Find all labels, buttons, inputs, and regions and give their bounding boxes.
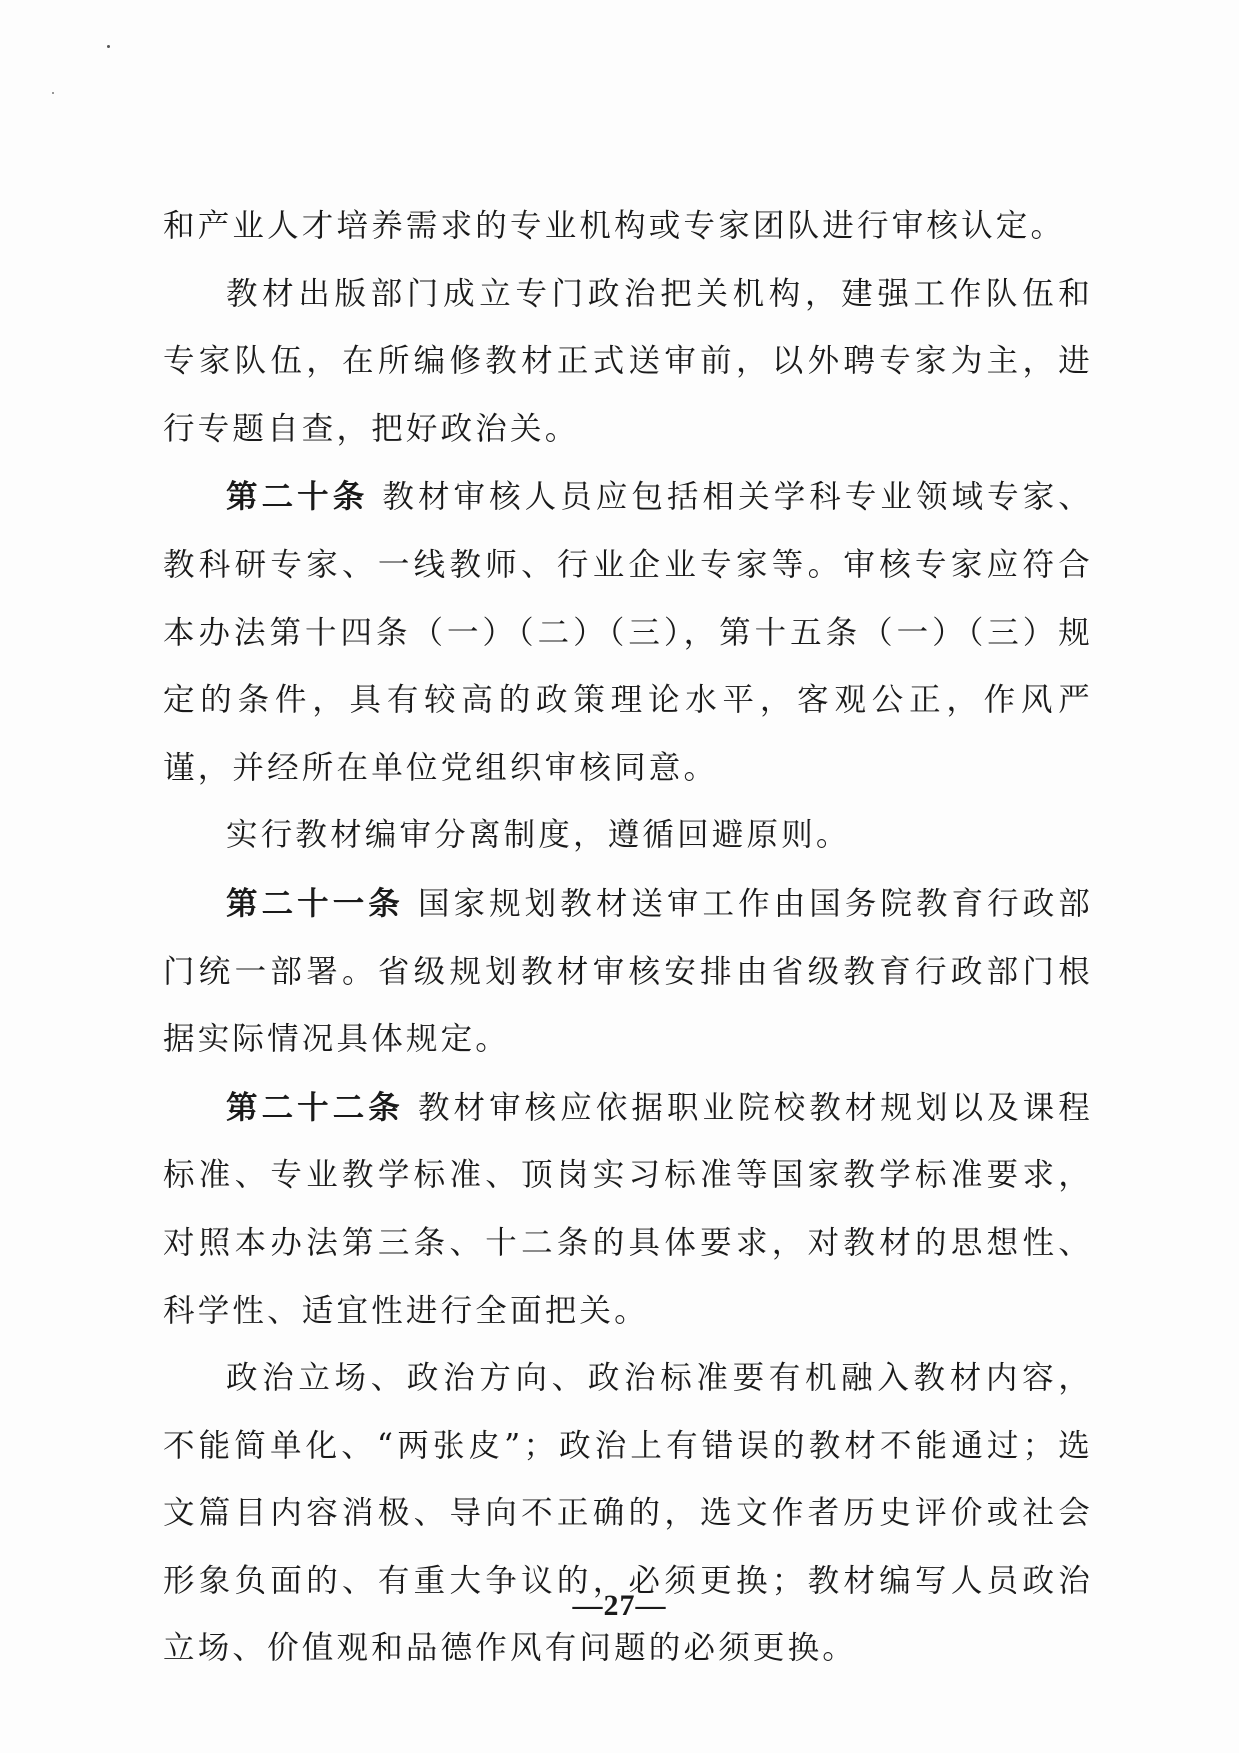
scan-speck bbox=[107, 45, 110, 48]
paragraph-text: 教材审核人员应包括相关学科专业领域专家、教科研专家、一线教师、行业企业专家等。审核专家应符合本办法第十四条（一）（二）（三），第十五条（一）（三）规定的条件，具有较高的政策理论水平，客观公正，作风严谨，并经所在单位党组织审核同意。 bbox=[163, 479, 1093, 786]
article-heading: 第二十一条 bbox=[226, 884, 404, 922]
paragraph-1 bbox=[163, 193, 1093, 261]
scan-speck bbox=[52, 92, 54, 94]
paragraph-text: 实行教材编审分离制度，遵循回避原则。 bbox=[226, 817, 851, 854]
paragraph-2 bbox=[163, 261, 1093, 464]
page-number: —27— bbox=[572, 1589, 667, 1622]
paragraph-text: 教材审核应依据职业院校教材规划以及课程标准、专业教学标准、顶岗实习标准等国家教学标准要求，对照本办法第三条、十二条的具体要求，对教材的思想性、科学性、适宜性进行全面把关。 bbox=[163, 1089, 1093, 1329]
paragraph-text: 政治立场、政治方向、政治标准要有机融入教材内容，不能简单化、“两张皮”；政治上有错误的教材不能通过；选文篇目内容消极、导向不正确的，选文作者历史评价或社会形象负面的、有重大争议的，必须更换；教材编写人员政治立场、价值观和品德作风有问题的必须更换。 bbox=[163, 1360, 1093, 1667]
paragraph-text: 国家规划教材送审工作由国务院教育行政部门统一部署。省级规划教材审核安排由省级教育行政部门根据实际情况具体规定。 bbox=[163, 885, 1093, 1058]
article-heading: 第二十条 bbox=[226, 478, 369, 516]
paragraph-7 bbox=[163, 1345, 1093, 1683]
article-20 bbox=[163, 463, 1093, 802]
article-22 bbox=[163, 1074, 1093, 1345]
article-21 bbox=[163, 870, 1093, 1074]
paragraph-text: 教材出版部门成立专门政治把关机构，建强工作队伍和专家队伍，在所编修教材正式送审前，以外聘专家为主，进行专题自查，把好政治关。 bbox=[163, 275, 1093, 447]
paragraph-4 bbox=[163, 802, 1093, 870]
paragraph-text: 和产业人才培养需求的专业机构或专家团队进行审核认定。 bbox=[163, 208, 1066, 244]
article-heading: 第二十二条 bbox=[226, 1088, 404, 1126]
body-text bbox=[163, 193, 1093, 1683]
